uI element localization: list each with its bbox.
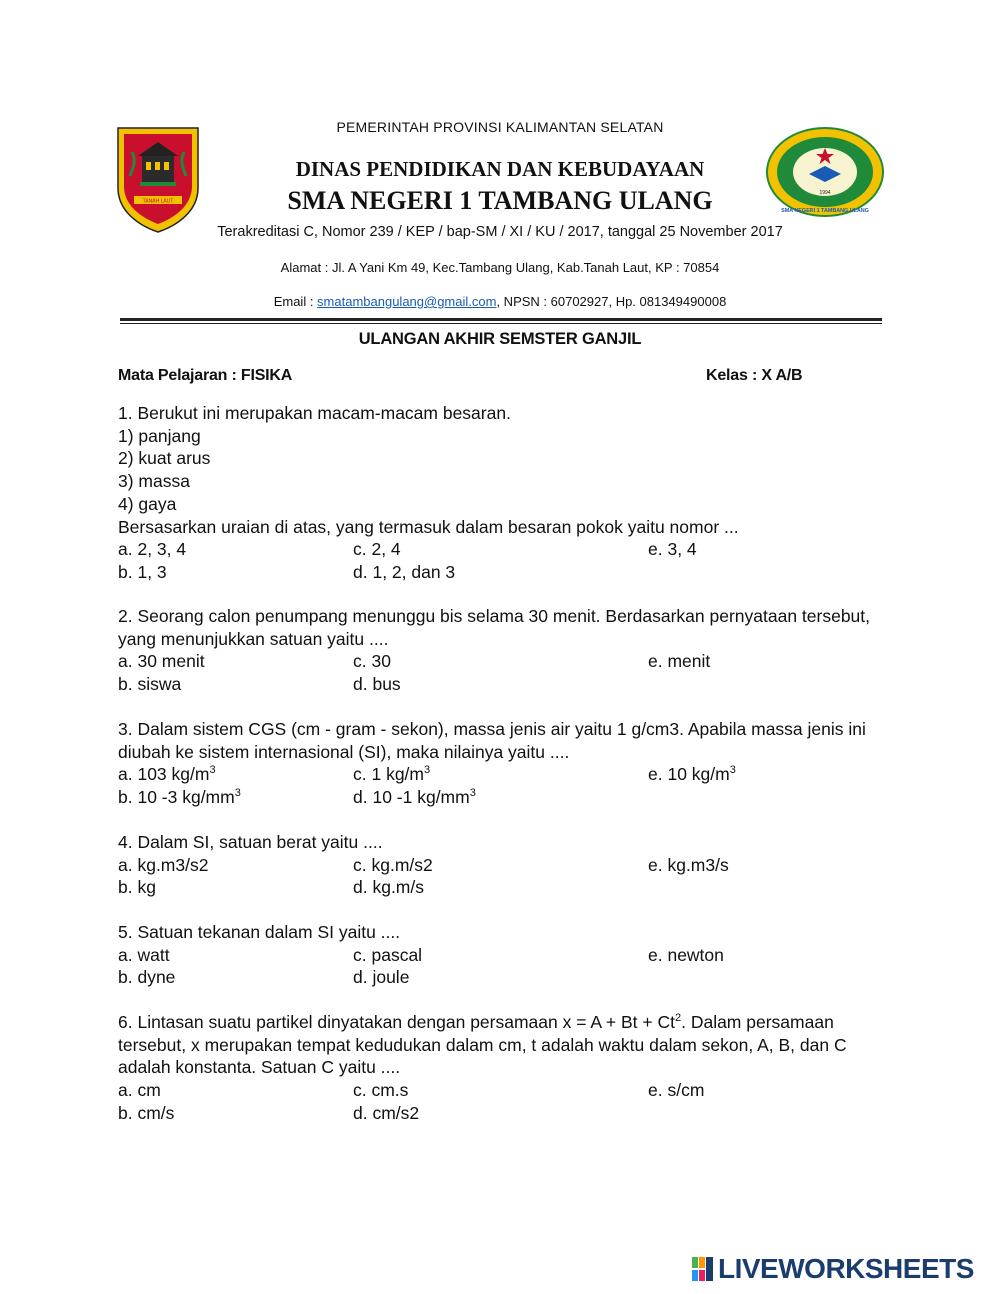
option-d[interactable]: d. bus [353, 674, 401, 695]
answer-options [118, 944, 888, 989]
option-e[interactable] [648, 763, 736, 786]
option-b[interactable] [118, 786, 241, 809]
option-a[interactable]: a. watt [118, 944, 170, 965]
option-label: b. 10 -3 kg/mm [118, 787, 235, 808]
option-e[interactable]: e. menit [648, 651, 711, 672]
exam-title: ULANGAN AKHIR SEMSTER GANJIL [358, 330, 642, 348]
option-e[interactable]: e. s/cm [648, 1080, 705, 1101]
exponent: 3 [209, 764, 216, 777]
contact-line [0, 294, 1000, 309]
option-d[interactable]: d. 1, 2, dan 3 [353, 561, 456, 582]
option-d[interactable]: d. kg.m/s [353, 877, 424, 898]
question-text-start: 6. Lintasan suatu partikel dinyatakan dengan persamaan x = A + Bt + Ct [118, 1012, 675, 1032]
option-a[interactable]: a. cm [118, 1080, 161, 1101]
question-2 [118, 605, 888, 696]
contact-details: , NPSN : 60702927, Hp. 081349490008 [496, 294, 727, 309]
department-name: DINAS PENDIDIKAN DAN KEBUDAYAAN [295, 157, 705, 181]
answer-options [118, 538, 888, 583]
option-a[interactable]: a. 2, 3, 4 [118, 539, 187, 560]
school-name: SMA NEGERI 1 TAMBANG ULANG [287, 186, 713, 215]
question-text: 4. Dalam SI, satuan berat yaitu .... [118, 832, 383, 852]
option-label: d. 10 -1 kg/mm [353, 787, 470, 808]
question-text: 3. Dalam sistem CGS (cm - gram - sekon), massa jenis air yaitu 1 g/cm3. Apabila massa jenis ini diubah ke sistem internasional (SI), maka nilainya yaitu .... [118, 719, 866, 762]
list-item: 4) gaya [118, 493, 177, 514]
option-b[interactable]: b. cm/s [118, 1102, 175, 1123]
option-c[interactable]: c. pascal [353, 944, 423, 965]
option-e[interactable]: e. 3, 4 [648, 539, 697, 560]
address-line: Alamat : Jl. A Yani Km 49, Kec.Tambang Ulang, Kab.Tanah Laut, KP : 70854 [280, 260, 720, 275]
question-1 [118, 402, 888, 584]
option-b[interactable]: b. dyne [118, 967, 176, 988]
option-d[interactable] [353, 786, 476, 809]
list-item: 1) panjang [118, 425, 201, 446]
question-text: 1. Berukut ini merupakan macam-macam besaran. [118, 403, 511, 423]
list-item: 2) kuat arus [118, 448, 211, 469]
email-link[interactable]: smatambangulang@gmail.com [317, 294, 497, 309]
option-d[interactable]: d. joule [353, 967, 410, 988]
option-b[interactable]: b. 1, 3 [118, 561, 167, 582]
option-c[interactable] [353, 763, 430, 786]
school-logo-text: SMA NEGERI 1 TAMBANG ULANG [781, 208, 869, 214]
question-6 [118, 1011, 888, 1125]
accreditation-line: Terakreditasi C, Nomor 239 / KEP / bap-SM / XI / KU / 2017, tanggal 25 November 2017 [217, 224, 783, 240]
question-3 [118, 718, 888, 809]
question-text: 5. Satuan tekanan dalam SI yaitu .... [118, 922, 401, 942]
exponent: 3 [424, 764, 431, 777]
option-b[interactable]: b. kg [118, 877, 156, 898]
answer-options [118, 650, 888, 695]
option-e[interactable]: e. newton [648, 944, 724, 965]
subject-label: Mata Pelajaran : FISIKA [118, 367, 293, 384]
question-text: 2. Seorang calon penumpang menunggu bis selama 30 menit. Berdasarkan pernyataan tersebut, yang menunjukkan satuan yaitu .... [118, 606, 871, 649]
exponent: 3 [234, 787, 241, 800]
header-divider-thin [120, 323, 882, 324]
option-c[interactable]: c. 30 [353, 651, 391, 672]
question-text-end: . Dalam persamaan tersebut, x merupakan tempat kedudukan dalam cm, t adalah waktu dalam sekon, A, B, dan C adalah konstanta. Satuan C yaitu .... [118, 1012, 847, 1078]
option-label: a. 103 kg/m [118, 764, 210, 785]
option-label: e. 10 kg/m [648, 764, 730, 785]
option-a[interactable]: a. 30 menit [118, 651, 205, 672]
email-label: Email : [273, 294, 318, 309]
exponent: 3 [729, 764, 736, 777]
option-c[interactable]: c. cm.s [353, 1080, 409, 1101]
option-a[interactable] [118, 763, 216, 786]
question-4 [118, 831, 888, 899]
header-divider-thick [120, 318, 882, 321]
question-prompt: Bersasarkan uraian di atas, yang termasuk dalam besaran pokok yaitu nomor ... [118, 516, 739, 537]
exponent: 2 [674, 1012, 682, 1024]
option-e[interactable]: e. kg.m3/s [648, 854, 729, 875]
option-a[interactable]: a. kg.m3/s2 [118, 854, 209, 875]
class-label: Kelas : X A/B [706, 367, 803, 384]
option-c[interactable]: c. 2, 4 [353, 539, 401, 560]
liveworksheets-brand[interactable] [692, 1254, 992, 1284]
answer-options [118, 854, 888, 899]
option-c[interactable]: c. kg.m/s2 [353, 854, 433, 875]
question-text [118, 1011, 888, 1079]
government-name: PEMERINTAH PROVINSI KALIMANTAN SELATAN [336, 119, 664, 135]
liveworksheets-logo-icon [692, 1257, 714, 1281]
option-d[interactable]: d. cm/s2 [353, 1102, 420, 1123]
answer-options [118, 763, 888, 808]
option-b[interactable]: b. siswa [118, 674, 182, 695]
answer-options [118, 1079, 888, 1124]
school-logo-year: 1994 [819, 190, 831, 196]
brand-name: LIVEWORKSHEETS [718, 1253, 974, 1284]
list-item: 3) massa [118, 471, 190, 492]
province-logo-text: TANAH LAUT [142, 198, 174, 205]
exponent: 3 [469, 787, 476, 800]
option-label: c. 1 kg/m [353, 764, 424, 785]
question-5 [118, 921, 888, 989]
